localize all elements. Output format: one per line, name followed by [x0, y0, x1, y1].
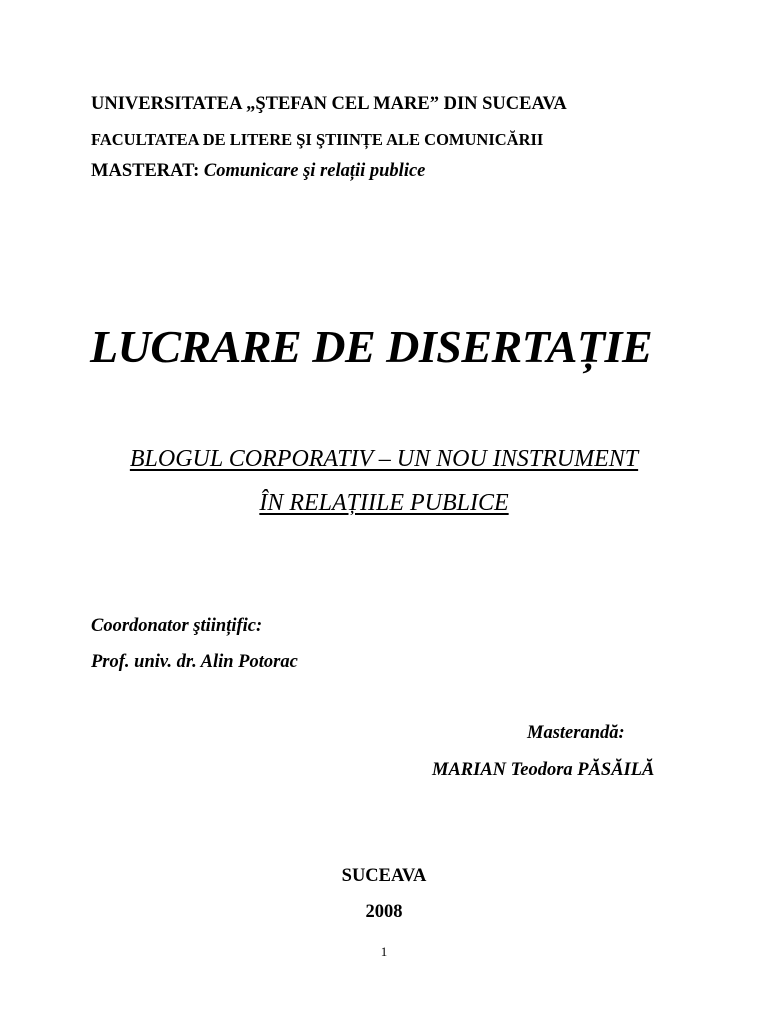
- master-line: [91, 161, 425, 182]
- coordinator-label: Coordonator ştiințific:: [91, 616, 263, 636]
- master-program: Comunicare şi relații publice: [203, 161, 426, 181]
- page-number: 1: [380, 944, 388, 959]
- student-label: Masterandă:: [527, 723, 625, 743]
- university-name: UNIVERSITATEA „ŞTEFAN CEL MARE” DIN SUCEAVA: [91, 94, 567, 114]
- city: SUCEAVA: [341, 866, 427, 886]
- document-title: LUCRARE DE DISERTAȚIE: [90, 321, 653, 372]
- subtitle-line-2: ÎN RELAȚIILE PUBLICE: [259, 490, 509, 516]
- coordinator-name: Prof. univ. dr. Alin Potorac: [91, 652, 298, 672]
- subtitle-line-1: BLOGUL CORPORATIV – UN NOU INSTRUMENT: [129, 446, 639, 472]
- student-name: MARIAN Teodora PĂSĂILĂ: [432, 760, 655, 780]
- faculty-name: FACULTATEA DE LITERE ŞI ŞTIINȚE ALE COMUNICĂRII: [91, 130, 544, 149]
- year: 2008: [365, 902, 403, 922]
- master-label: MASTERAT:: [91, 161, 200, 181]
